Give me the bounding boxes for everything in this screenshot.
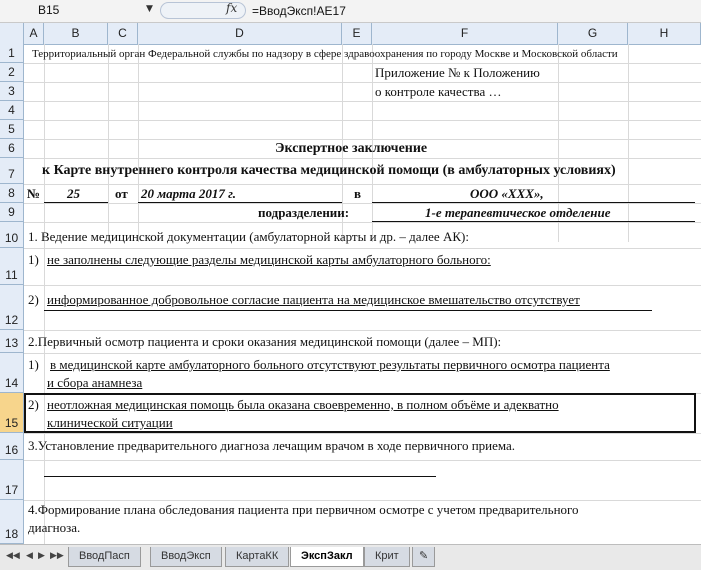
cell-item-number[interactable]: 1) — [28, 252, 39, 267]
sheet-tab[interactable]: ВводЭксп — [150, 547, 222, 567]
sheet-tab[interactable]: ВводПасп — [68, 547, 141, 567]
cell-item-number[interactable]: 2) — [28, 397, 39, 412]
row-header-selected[interactable]: 15 — [0, 393, 24, 433]
row-header[interactable]: 7 — [0, 158, 24, 184]
column-headers — [0, 23, 701, 45]
column-header[interactable]: G — [558, 23, 628, 44]
row-header[interactable]: 16 — [0, 433, 24, 460]
cell-number-label[interactable]: № — [27, 186, 41, 201]
select-all-corner[interactable] — [0, 23, 24, 44]
column-header[interactable]: E — [342, 23, 372, 44]
cell-from-label[interactable]: от — [115, 186, 128, 201]
row-header[interactable]: 9 — [0, 203, 24, 222]
cell-item-number[interactable]: 2) — [28, 292, 39, 307]
row-header[interactable]: 2 — [0, 63, 24, 82]
column-header[interactable]: D — [138, 23, 342, 44]
sheet-tab[interactable]: Крит — [364, 547, 410, 567]
cell-department[interactable]: 1-е терапевтическое отделение — [425, 205, 611, 220]
row-header[interactable]: 8 — [0, 184, 24, 203]
cell-appendix[interactable]: Приложение № к Положению — [375, 65, 540, 80]
cell-item-text[interactable]: не заполнены следующие разделы медицинской карты амбулаторного больного: — [47, 252, 491, 267]
row-header[interactable]: 3 — [0, 82, 24, 101]
cell-section-4[interactable]: 4.Формирование плана обследования пациента при первичном осмотре с учетом предварительного — [28, 502, 579, 517]
formula-bar — [0, 0, 701, 23]
row-header[interactable]: 14 — [0, 353, 24, 393]
cell-quality-control[interactable]: о контроле качества … — [375, 84, 502, 99]
name-box[interactable]: B15 — [38, 3, 60, 17]
cell-section-2[interactable]: 2.Первичный осмотр пациента и сроки оказания медицинской помощи (далее – МП): — [28, 334, 502, 349]
first-sheet-icon[interactable]: ◀◀ — [6, 551, 20, 561]
row-header[interactable]: 17 — [0, 460, 24, 500]
fx-icon[interactable]: fx — [226, 1, 238, 15]
row-header[interactable]: 5 — [0, 120, 24, 139]
row-header[interactable]: 18 — [0, 500, 24, 544]
prev-sheet-icon[interactable]: ◀ — [26, 551, 33, 561]
formula-input[interactable]: =ВводЭксп!AE17 — [252, 4, 346, 18]
row-header[interactable]: 10 — [0, 222, 24, 248]
last-sheet-icon[interactable]: ▶▶ — [50, 551, 64, 561]
cell-item-text[interactable]: в медицинской карте амбулаторного больного отсутствуют результаты первичного осмотра пациента — [50, 357, 610, 372]
row-header[interactable]: 1 — [0, 44, 24, 63]
cell-organization[interactable]: ООО «ХХХ», — [470, 186, 544, 201]
cell-section-1[interactable]: 1. Ведение медицинской документации (амбулаторной карты и др. – далее АК): — [28, 229, 469, 244]
cell-in-label[interactable]: в — [354, 186, 362, 201]
column-header[interactable]: C — [108, 23, 138, 44]
insert-sheet-icon[interactable]: ✎ — [412, 547, 435, 567]
cell-department-label[interactable]: подразделении: — [258, 205, 350, 220]
cell-subtitle[interactable]: к Карте внутреннего контроля качества медицинской помощи (в амбулаторных условиях) — [42, 163, 616, 178]
cell-header-org[interactable]: Территориальный орган Федеральной службы по надзору в сфере здравоохранения по городу Москве и Московской области — [32, 48, 618, 60]
sheet-tab-active[interactable]: ЭкспЗакл — [290, 547, 364, 567]
row-header[interactable]: 6 — [0, 139, 24, 158]
cell-section-3[interactable]: 3.Установление предварительного диагноза лечащим врачом в ходе первичного приема. — [28, 438, 516, 453]
cell-title[interactable]: Экспертное заключение — [275, 141, 428, 156]
column-header[interactable]: H — [628, 23, 701, 44]
cell-item-text-selected[interactable]: неотложная медицинская помощь была оказана своевременно, в полном объёме и адекватно — [47, 397, 559, 412]
chevron-down-icon[interactable]: ▼ — [146, 4, 153, 14]
row-header[interactable]: 4 — [0, 101, 24, 120]
cell-item-number[interactable]: 1) — [28, 357, 39, 372]
cell-item-text-cont[interactable]: и сбора анамнеза — [47, 375, 143, 390]
row-header[interactable]: 13 — [0, 330, 24, 353]
column-header[interactable]: B — [44, 23, 108, 44]
sheet-tab-bar — [0, 544, 701, 570]
column-header[interactable]: F — [372, 23, 558, 44]
sheet-tab[interactable]: КартаКК — [225, 547, 289, 567]
cell-item-text[interactable]: информированное добровольное согласие пациента на медицинское вмешательство отсутствует — [47, 292, 580, 307]
row-header[interactable]: 12 — [0, 285, 24, 330]
cell-section-4-cont[interactable]: диагноза. — [28, 520, 81, 535]
cell-number-value[interactable]: 25 — [67, 186, 80, 201]
column-header[interactable]: A — [24, 23, 44, 44]
cell-item-text-cont[interactable]: клинической ситуации — [47, 415, 173, 430]
next-sheet-icon[interactable]: ▶ — [38, 551, 45, 561]
row-header[interactable]: 11 — [0, 248, 24, 285]
cell-date[interactable]: 20 марта 2017 г. — [141, 186, 236, 201]
